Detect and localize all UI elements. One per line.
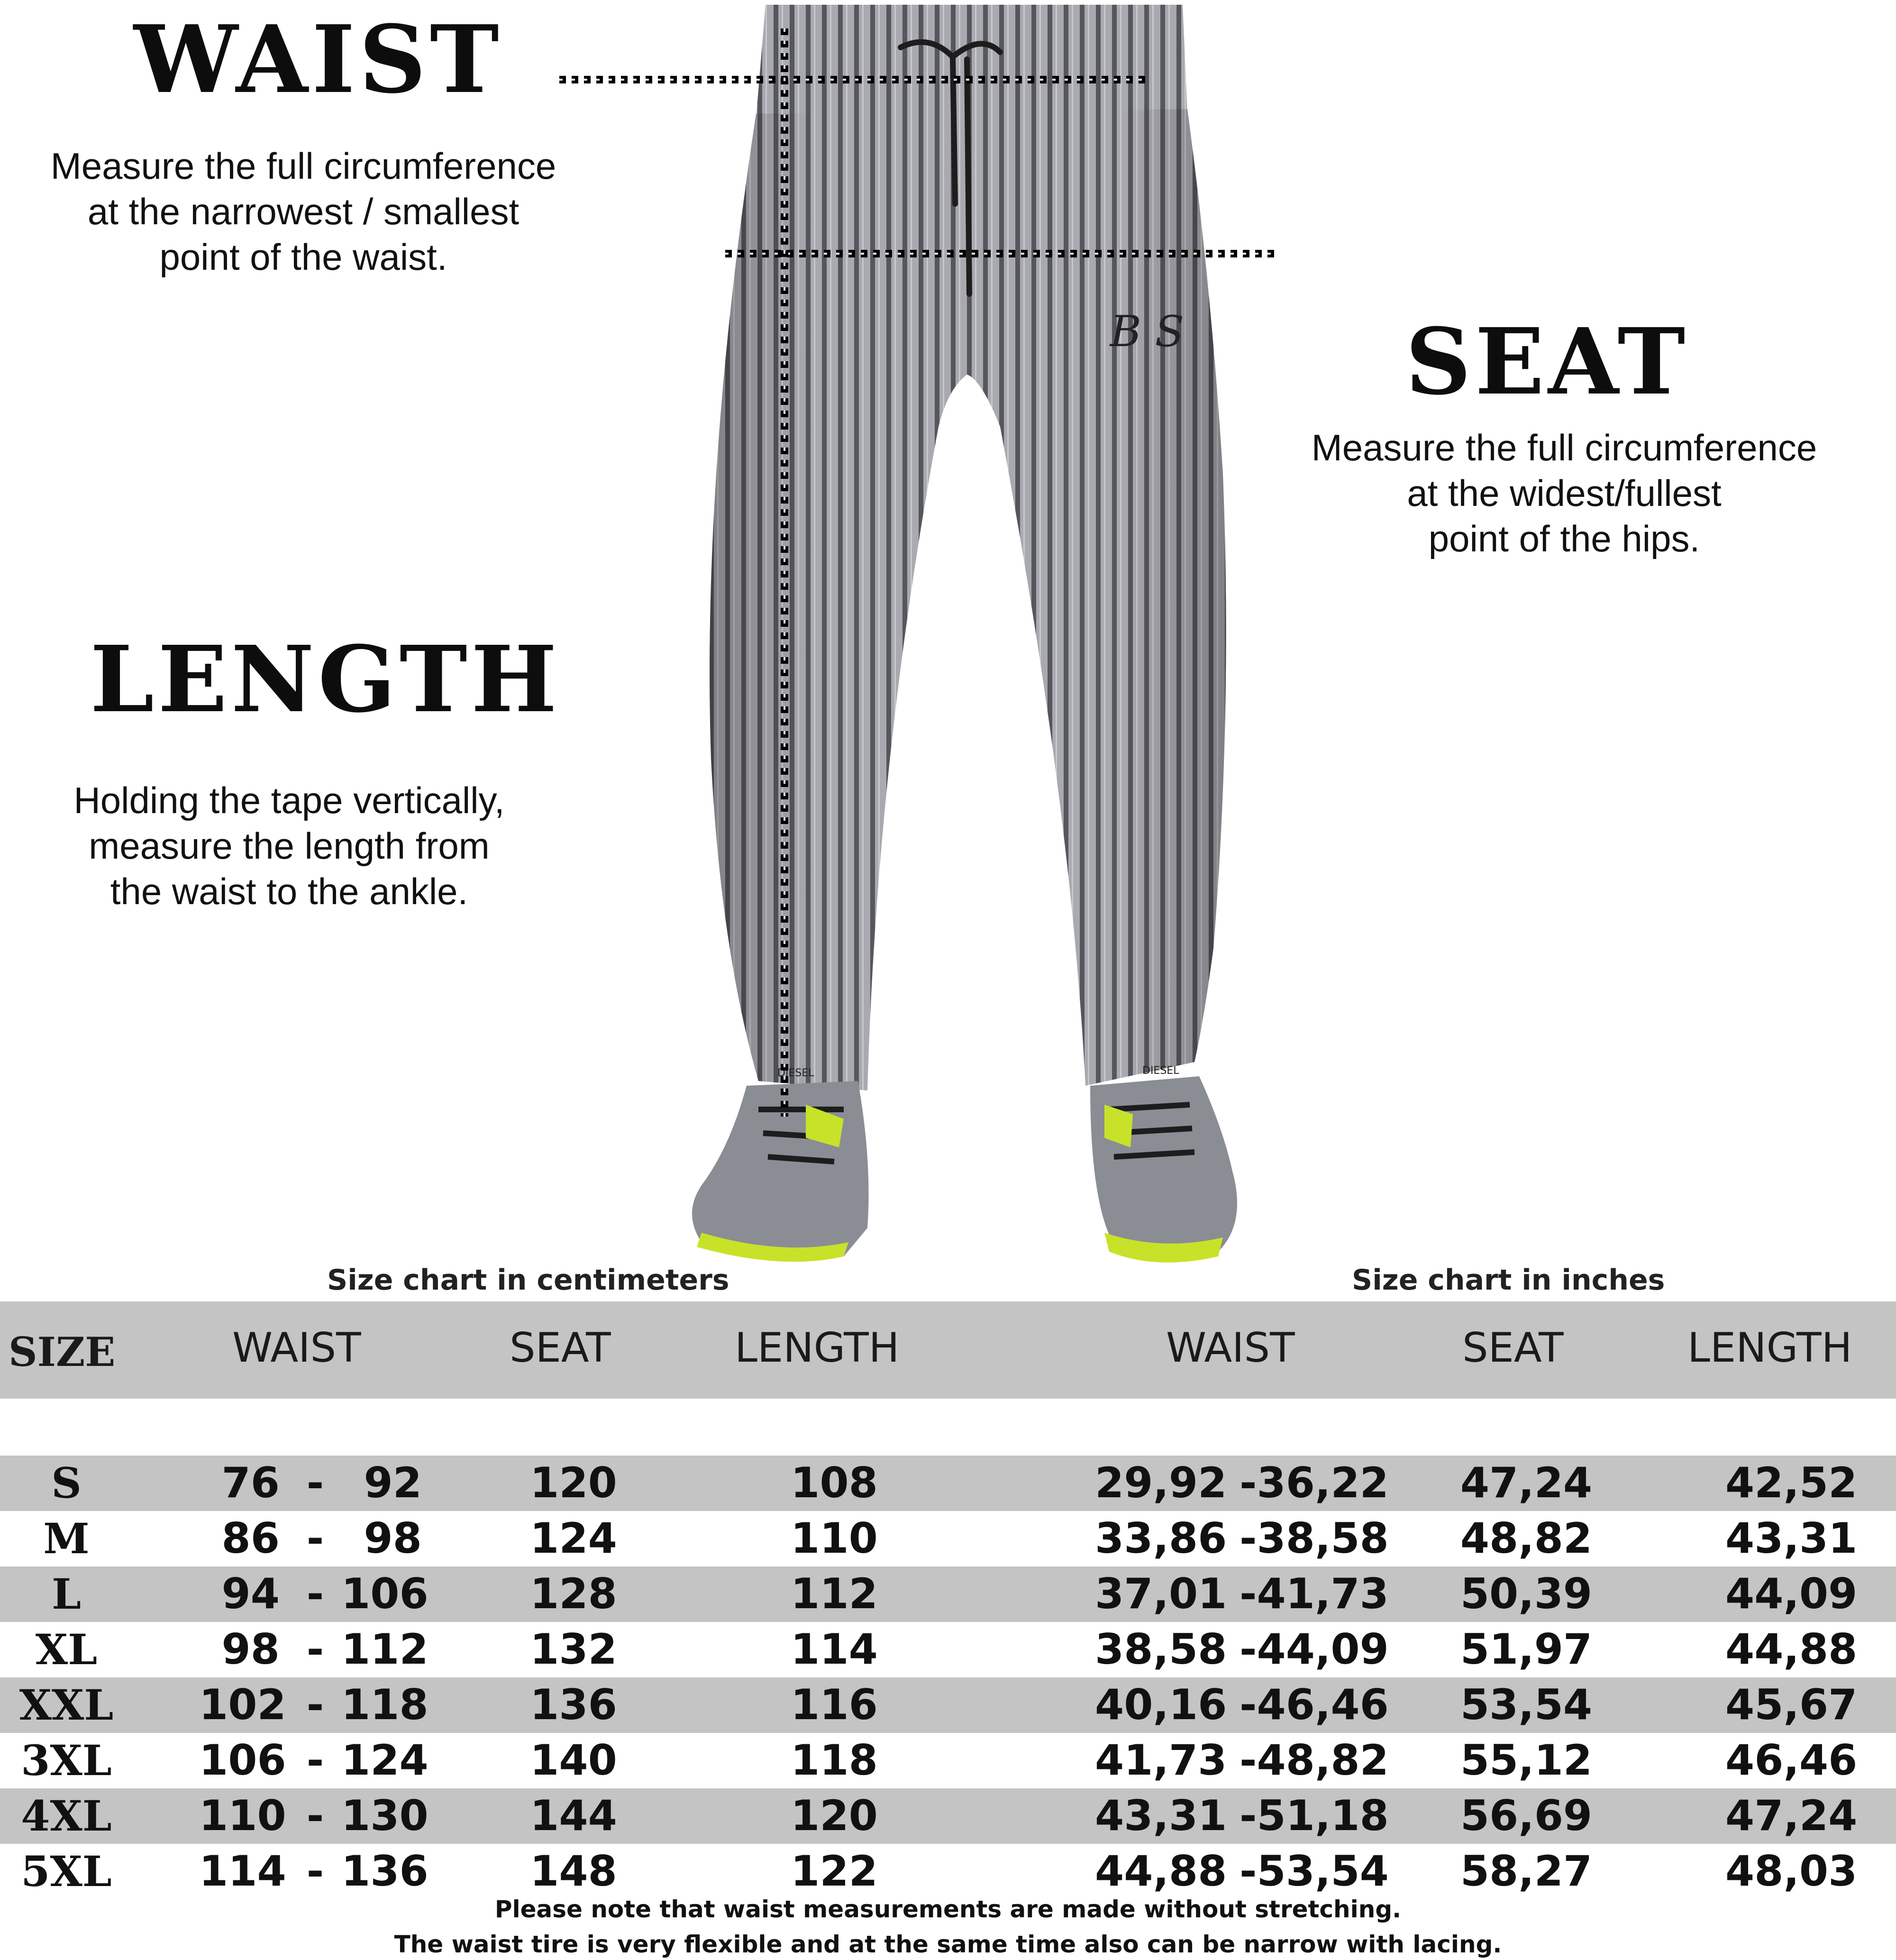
seat-description-line: point of the hips. — [1428, 518, 1700, 559]
waist-description-line: point of the waist. — [159, 236, 447, 278]
cell-in-waist-max: -53,54 — [1240, 1847, 1389, 1896]
cell-in-length: 44,88 — [1725, 1625, 1858, 1674]
cell-cm-waist-max: 124 — [341, 1736, 428, 1785]
row-size: 3XL — [21, 1736, 112, 1785]
cell-cm-seat: 128 — [530, 1569, 617, 1618]
cell-in-seat: 47,24 — [1460, 1458, 1593, 1507]
note-line-1: Please note that waist measurements are made without stretching. — [494, 1896, 1402, 1923]
cell-cm-waist-max: 106 — [341, 1569, 428, 1618]
header-cm-seat: SEAT — [510, 1324, 611, 1372]
cell-in-waist-max: -38,58 — [1240, 1514, 1389, 1563]
row-size: S — [51, 1458, 82, 1508]
cell-cm-length: 112 — [791, 1569, 878, 1618]
table-row — [0, 1622, 1896, 1677]
table-row — [0, 1456, 1896, 1511]
cell-cm-length: 110 — [791, 1514, 878, 1563]
cell-in-waist-min: 44,88 — [1095, 1847, 1227, 1896]
table-row — [0, 1733, 1896, 1788]
row-size: M — [43, 1514, 90, 1563]
cell-cm-waist-min: 106 — [199, 1736, 286, 1785]
cell-in-length: 46,46 — [1725, 1736, 1858, 1785]
table-row — [0, 1566, 1896, 1622]
cell-cm-seat: 144 — [530, 1791, 617, 1840]
table-row — [0, 1788, 1896, 1844]
cell-cm-waist-max: 130 — [341, 1791, 428, 1840]
seat-description-line: at the widest/fullest — [1407, 472, 1722, 514]
cell-cm-seat: 124 — [530, 1514, 617, 1563]
header-cm-length: LENGTH — [735, 1324, 900, 1372]
cell-in-length: 45,67 — [1725, 1680, 1858, 1729]
cell-in-waist-min: 40,16 — [1095, 1680, 1227, 1729]
cell-cm-length: 120 — [791, 1791, 878, 1840]
cell-cm-waist-max: 112 — [341, 1625, 428, 1674]
range-dash: - — [306, 1736, 324, 1785]
waist-title: WAIST — [134, 5, 503, 114]
cell-cm-length: 108 — [791, 1458, 878, 1507]
cell-cm-length: 122 — [791, 1847, 878, 1896]
cell-cm-waist-max: 92 — [364, 1458, 422, 1507]
range-dash: - — [306, 1514, 324, 1563]
cell-cm-waist-max: 136 — [341, 1847, 428, 1896]
cell-cm-length: 118 — [791, 1736, 878, 1785]
row-size: XL — [35, 1625, 98, 1674]
range-dash: - — [306, 1625, 324, 1674]
cell-cm-seat: 120 — [530, 1458, 617, 1507]
cell-cm-waist-max: 98 — [364, 1514, 422, 1563]
cell-in-seat: 55,12 — [1460, 1736, 1593, 1785]
cell-cm-waist-max: 118 — [341, 1680, 428, 1729]
cell-cm-seat: 140 — [530, 1736, 617, 1785]
cell-in-waist-max: -51,18 — [1240, 1791, 1389, 1840]
length-title: LENGTH — [90, 626, 561, 733]
row-size: L — [52, 1569, 81, 1619]
cell-cm-waist-min: 98 — [221, 1625, 280, 1674]
header-size: SIZE — [9, 1328, 116, 1375]
range-dash: - — [306, 1458, 324, 1507]
cell-in-waist-min: 41,73 — [1095, 1736, 1227, 1785]
cell-cm-seat: 148 — [530, 1847, 617, 1896]
table-row — [0, 1844, 1896, 1899]
range-dash: - — [306, 1847, 324, 1896]
inch-chart-title: Size chart in inches — [1352, 1264, 1665, 1297]
range-dash: - — [306, 1791, 324, 1840]
cell-in-waist-min: 37,01 — [1095, 1569, 1227, 1618]
waist-description-line: Measure the full circumference — [50, 145, 556, 187]
cell-in-seat: 51,97 — [1460, 1625, 1593, 1674]
cell-cm-length: 116 — [791, 1680, 878, 1729]
cell-in-length: 42,52 — [1725, 1458, 1858, 1507]
cell-cm-waist-min: 110 — [199, 1791, 286, 1840]
range-dash: - — [306, 1680, 324, 1729]
cell-in-length: 48,03 — [1725, 1847, 1858, 1896]
cell-in-length: 43,31 — [1725, 1514, 1858, 1563]
header-in-seat: SEAT — [1462, 1324, 1564, 1372]
cell-in-length: 47,24 — [1725, 1791, 1858, 1840]
seat-description-line: Measure the full circumference — [1311, 427, 1817, 468]
cell-in-seat: 53,54 — [1460, 1680, 1593, 1729]
header-cm-waist: WAIST — [232, 1324, 361, 1372]
cell-in-waist-max: -36,22 — [1240, 1458, 1389, 1507]
cell-cm-waist-min: 76 — [221, 1458, 280, 1507]
cell-in-seat: 58,27 — [1460, 1847, 1593, 1896]
waist-description-line: at the narrowest / smallest — [87, 191, 520, 232]
length-description-line: Holding the tape vertically, — [73, 779, 505, 821]
cell-in-waist-max: -46,46 — [1240, 1680, 1389, 1729]
cell-in-waist-max: -48,82 — [1240, 1736, 1389, 1785]
cell-cm-waist-min: 86 — [221, 1514, 280, 1563]
cell-in-seat: 48,82 — [1460, 1514, 1593, 1563]
shoe-brand-text: DIESEL — [1142, 1065, 1179, 1077]
note-line-2: The waist tire is very flexible and at the same time also can be narrow with lacing. — [394, 1931, 1502, 1958]
brand-logo: B S — [1110, 307, 1185, 357]
row-size: 4XL — [21, 1791, 112, 1841]
cell-in-waist-min: 43,31 — [1095, 1791, 1227, 1840]
table-row — [0, 1511, 1896, 1566]
length-description-line: measure the length from — [89, 825, 490, 867]
cell-cm-seat: 136 — [530, 1680, 617, 1729]
row-size: 5XL — [21, 1847, 112, 1896]
table-row — [0, 1677, 1896, 1733]
seat-title: SEAT — [1405, 309, 1689, 415]
header-in-waist: WAIST — [1166, 1324, 1295, 1372]
cell-in-waist-max: -44,09 — [1240, 1625, 1389, 1674]
cell-in-waist-min: 29,92 — [1095, 1458, 1227, 1507]
cell-cm-seat: 132 — [530, 1625, 617, 1674]
row-size: XXL — [19, 1680, 114, 1730]
cell-in-waist-min: 38,58 — [1095, 1625, 1227, 1674]
cell-in-length: 44,09 — [1725, 1569, 1858, 1618]
shoe-brand-text: DIESEL — [777, 1067, 814, 1079]
cm-chart-title: Size chart in centimeters — [327, 1264, 729, 1297]
cell-cm-waist-min: 102 — [199, 1680, 286, 1729]
cell-cm-length: 114 — [791, 1625, 878, 1674]
cell-cm-waist-min: 114 — [199, 1847, 286, 1896]
cell-in-seat: 50,39 — [1460, 1569, 1593, 1618]
cell-in-waist-max: -41,73 — [1240, 1569, 1389, 1618]
cell-in-waist-min: 33,86 — [1095, 1514, 1227, 1563]
length-description-line: the waist to the ankle. — [110, 870, 468, 912]
cell-in-seat: 56,69 — [1460, 1791, 1593, 1840]
header-in-length: LENGTH — [1687, 1324, 1852, 1372]
range-dash: - — [306, 1569, 324, 1618]
cell-cm-waist-min: 94 — [221, 1569, 280, 1618]
